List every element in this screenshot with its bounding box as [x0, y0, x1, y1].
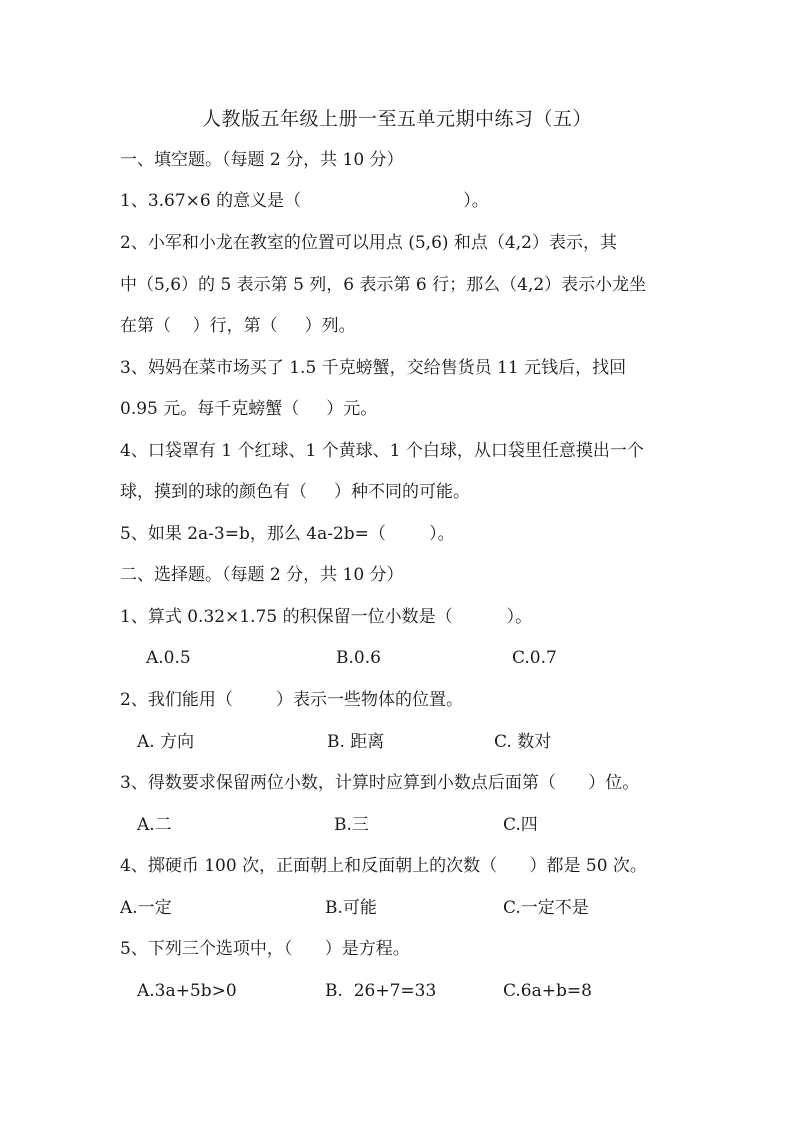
fill-blank-q2-line2: 中（5,6）的 5 表示第 5 列，6 表示第 6 行；那么（4,2）表示小龙坐: [120, 275, 647, 295]
fill-blank-q2-line1: 2、小军和小龙在教室的位置可以用点 (5,6) 和点（4,2）表示，其: [120, 233, 617, 253]
page-title: 人教版五年级上册一至五单元期中练习（五）: [201, 108, 592, 130]
choice-q2-option-b: B. 距离: [327, 732, 385, 752]
choice-q5-option-b: B. 26+7=33: [325, 981, 437, 1001]
choice-q1-option-c: C.0.7: [512, 648, 557, 668]
fill-blank-q1: 1、3.67×6 的意义是（ ）。: [120, 191, 489, 211]
choice-q2-option-c: C. 数对: [494, 732, 552, 752]
fill-blank-q5: 5、如果 2a-3=b，那么 4a-2b=（ ）。: [120, 524, 455, 544]
choice-q4-option-a: A.一定: [120, 898, 172, 918]
fill-blank-q3-line2: 0.95 元。每千克螃蟹（ ）元。: [120, 399, 378, 419]
choice-q1-option-a: A.0.5: [146, 648, 191, 668]
choice-q4: 4、掷硬币 100 次，正面朝上和反面朝上的次数（ ）都是 50 次。: [120, 856, 647, 876]
choice-q1-option-b: B.0.6: [336, 648, 381, 668]
choice-q5-option-a: A.3a+5b>0: [137, 981, 237, 1001]
section1-heading: 一、填空题。（每题 2 分，共 10 分）: [120, 150, 404, 170]
choice-q1: 1、算式 0.32×1.75 的积保留一位小数是（ ）。: [120, 607, 533, 627]
choice-q4-option-b: B.可能: [325, 898, 377, 918]
choice-q5: 5、下列三个选项中，（ ）是方程。: [120, 939, 410, 959]
choice-q3-option-a: A.二: [137, 815, 172, 835]
choice-q3-option-c: C.四: [503, 815, 538, 835]
fill-blank-q4-line1: 4、口袋罩有 1 个红球、1 个黄球、1 个白球，从口袋里任意摸出一个: [120, 441, 644, 461]
fill-blank-q3-line1: 3、妈妈在菜市场买了 1.5 千克螃蟹，交给售货员 11 元钱后，找回: [120, 358, 627, 378]
choice-q5-option-c: C.6a+b=8: [503, 981, 592, 1001]
fill-blank-q2-line3: 在第（ ）行，第（ ）列。: [120, 316, 356, 336]
choice-q2: 2、我们能用（ ）表示一些物体的位置。: [120, 690, 464, 710]
choice-q3: 3、得数要求保留两位小数，计算时应算到小数点后面第（ ）位。: [120, 773, 640, 793]
choice-q4-option-c: C.一定不是: [503, 898, 589, 918]
choice-q2-option-a: A. 方向: [137, 732, 195, 752]
fill-blank-q4-line2: 球，摸到的球的颜色有（ ）种不同的可能。: [120, 482, 471, 502]
section2-heading: 二、选择题。（每题 2 分，共 10 分）: [120, 565, 404, 585]
choice-q3-option-b: B.三: [334, 815, 369, 835]
